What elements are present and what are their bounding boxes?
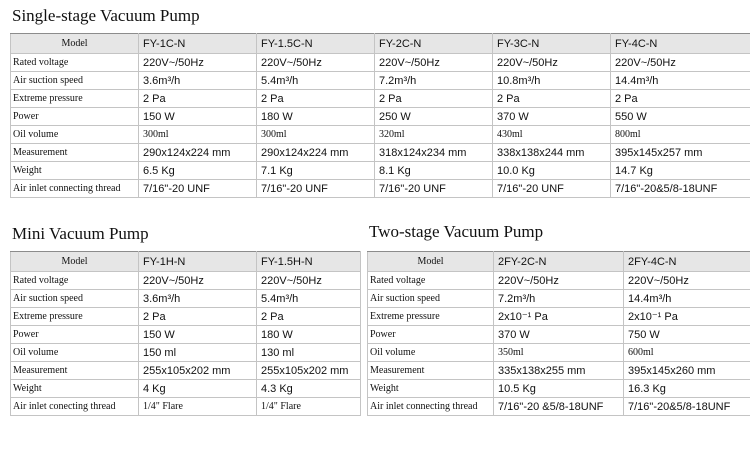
spec-row xyxy=(11,54,750,72)
spec-label: Measurement xyxy=(11,362,139,380)
spec-value: 1/4" Flare xyxy=(257,398,361,416)
spec-row xyxy=(11,362,361,380)
spec-label: Measurement xyxy=(368,362,494,380)
spec-value: 5.4m³/h xyxy=(257,72,375,90)
spec-row xyxy=(11,344,361,362)
spec-row xyxy=(11,272,361,290)
spec-row xyxy=(11,144,750,162)
spec-label: Rated voltage xyxy=(11,272,139,290)
spec-value: 10.0 Kg xyxy=(493,162,611,180)
spec-row xyxy=(368,272,750,290)
mini-spec-table xyxy=(10,251,361,416)
spec-value: 150 ml xyxy=(139,344,257,362)
spec-value: 370 W xyxy=(494,326,624,344)
model-name: FY-1.5H-N xyxy=(257,252,361,272)
model-name: FY-4C-N xyxy=(611,34,750,54)
spec-row xyxy=(11,326,361,344)
spec-label: Oil volume xyxy=(11,126,139,144)
spec-value: 318x124x234 mm xyxy=(375,144,493,162)
spec-value: 320ml xyxy=(375,126,493,144)
spec-value: 290x124x224 mm xyxy=(257,144,375,162)
model-name: FY-3C-N xyxy=(493,34,611,54)
spec-value: 14.4m³/h xyxy=(611,72,750,90)
spec-value: 2 Pa xyxy=(257,90,375,108)
spec-label: Weight xyxy=(368,380,494,398)
spec-value: 370 W xyxy=(493,108,611,126)
header-row xyxy=(11,34,750,54)
spec-value: 255x105x202 mm xyxy=(139,362,257,380)
spec-row xyxy=(368,380,750,398)
spec-label: Power xyxy=(368,326,494,344)
spec-value: 800ml xyxy=(611,126,750,144)
spec-value: 7/16"-20 &5/8-18UNF xyxy=(494,398,624,416)
spec-value: 430ml xyxy=(493,126,611,144)
spec-value: 350ml xyxy=(494,344,624,362)
spec-row xyxy=(11,398,361,416)
spec-row xyxy=(11,126,750,144)
spec-value: 3.6m³/h xyxy=(139,290,257,308)
spec-row xyxy=(368,398,750,416)
single-stage-title: Single-stage Vacuum Pump xyxy=(12,6,200,25)
spec-value: 7.2m³/h xyxy=(494,290,624,308)
spec-value: 550 W xyxy=(611,108,750,126)
spec-value: 150 W xyxy=(139,326,257,344)
spec-row xyxy=(11,380,361,398)
spec-label: Air suction speed xyxy=(11,290,139,308)
spec-value: 220V~/50Hz xyxy=(611,54,750,72)
header-row xyxy=(368,252,750,272)
spec-value: 10.5 Kg xyxy=(494,380,624,398)
spec-label: Air inlet conecting thread xyxy=(11,398,139,416)
model-name: 2FY-4C-N xyxy=(624,252,750,272)
spec-value: 7/16"-20 UNF xyxy=(375,180,493,198)
spec-value: 250 W xyxy=(375,108,493,126)
spec-value: 7/16"-20 UNF xyxy=(493,180,611,198)
spec-label: Weight xyxy=(11,380,139,398)
spec-value: 2x10⁻¹ Pa xyxy=(624,308,750,326)
spec-label: Air suction speed xyxy=(11,72,139,90)
spec-value: 14.7 Kg xyxy=(611,162,750,180)
spec-value: 335x138x255 mm xyxy=(494,362,624,380)
spec-value: 10.8m³/h xyxy=(493,72,611,90)
spec-value: 2 Pa xyxy=(139,90,257,108)
spec-value: 7/16"-20&5/8-18UNF xyxy=(611,180,750,198)
spec-value: 220V~/50Hz xyxy=(493,54,611,72)
spec-value: 7.1 Kg xyxy=(257,162,375,180)
spec-row xyxy=(368,326,750,344)
spec-value: 600ml xyxy=(624,344,750,362)
mini-title: Mini Vacuum Pump xyxy=(12,224,149,243)
spec-value: 220V~/50Hz xyxy=(257,272,361,290)
spec-value: 1/4" Flare xyxy=(139,398,257,416)
model-name: FY-1C-N xyxy=(139,34,257,54)
spec-row xyxy=(11,290,361,308)
spec-value: 300ml xyxy=(139,126,257,144)
spec-value: 7/16"-20 UNF xyxy=(139,180,257,198)
spec-label: Power xyxy=(11,326,139,344)
spec-row xyxy=(11,90,750,108)
spec-row xyxy=(11,108,750,126)
single-stage-spec-table xyxy=(10,33,750,198)
spec-value: 220V~/50Hz xyxy=(494,272,624,290)
model-name: FY-2C-N xyxy=(375,34,493,54)
spec-value: 220V~/50Hz xyxy=(139,272,257,290)
spec-row xyxy=(11,72,750,90)
spec-value: 4.3 Kg xyxy=(257,380,361,398)
spec-value: 2 Pa xyxy=(375,90,493,108)
spec-value: 2 Pa xyxy=(611,90,750,108)
spec-value: 6.5 Kg xyxy=(139,162,257,180)
spec-value: 290x124x224 mm xyxy=(139,144,257,162)
spec-value: 338x138x244 mm xyxy=(493,144,611,162)
spec-value: 7/16"-20&5/8-18UNF xyxy=(624,398,750,416)
model-name: 2FY-2C-N xyxy=(494,252,624,272)
spec-label: Air suction speed xyxy=(368,290,494,308)
model-header: Model xyxy=(11,34,139,54)
spec-value: 220V~/50Hz xyxy=(257,54,375,72)
spec-row xyxy=(11,308,361,326)
spec-value: 3.6m³/h xyxy=(139,72,257,90)
spec-label: Power xyxy=(11,108,139,126)
spec-value: 2 Pa xyxy=(257,308,361,326)
spec-value: 2 Pa xyxy=(493,90,611,108)
spec-row xyxy=(368,290,750,308)
spec-label: Extreme pressure xyxy=(11,90,139,108)
spec-value: 750 W xyxy=(624,326,750,344)
spec-row xyxy=(368,308,750,326)
spec-value: 7/16"-20 UNF xyxy=(257,180,375,198)
spec-label: Oil volume xyxy=(368,344,494,362)
spec-label: Extreme pressure xyxy=(368,308,494,326)
spec-label: Air inlet connecting thread xyxy=(11,180,139,198)
spec-value: 300ml xyxy=(257,126,375,144)
model-name: FY-1H-N xyxy=(139,252,257,272)
spec-value: 130 ml xyxy=(257,344,361,362)
spec-value: 180 W xyxy=(257,326,361,344)
spec-value: 150 W xyxy=(139,108,257,126)
spec-label: Measurement xyxy=(11,144,139,162)
spec-value: 220V~/50Hz xyxy=(624,272,750,290)
spec-value: 395x145x257 mm xyxy=(611,144,750,162)
spec-value: 7.2m³/h xyxy=(375,72,493,90)
spec-value: 16.3 Kg xyxy=(624,380,750,398)
spec-row xyxy=(368,362,750,380)
spec-value: 8.1 Kg xyxy=(375,162,493,180)
header-row xyxy=(11,252,361,272)
model-name: FY-1.5C-N xyxy=(257,34,375,54)
spec-value: 220V~/50Hz xyxy=(375,54,493,72)
spec-value: 395x145x260 mm xyxy=(624,362,750,380)
model-header: Model xyxy=(368,252,494,272)
spec-label: Extreme pressure xyxy=(11,308,139,326)
spec-value: 4 Kg xyxy=(139,380,257,398)
spec-label: Oil volume xyxy=(11,344,139,362)
model-header: Model xyxy=(11,252,139,272)
spec-row xyxy=(368,344,750,362)
spec-value: 2 Pa xyxy=(139,308,257,326)
spec-value: 5.4m³/h xyxy=(257,290,361,308)
spec-label: Rated voltage xyxy=(368,272,494,290)
spec-row xyxy=(11,180,750,198)
spec-label: Air inlet connecting thread xyxy=(368,398,494,416)
spec-row xyxy=(11,162,750,180)
spec-label: Rated voltage xyxy=(11,54,139,72)
two-stage-title: Two-stage Vacuum Pump xyxy=(369,222,544,241)
spec-value: 14.4m³/h xyxy=(624,290,750,308)
spec-value: 255x105x202 mm xyxy=(257,362,361,380)
spec-value: 220V~/50Hz xyxy=(139,54,257,72)
spec-value: 180 W xyxy=(257,108,375,126)
spec-label: Weight xyxy=(11,162,139,180)
two-stage-spec-table xyxy=(367,251,750,416)
spec-value: 2x10⁻¹ Pa xyxy=(494,308,624,326)
